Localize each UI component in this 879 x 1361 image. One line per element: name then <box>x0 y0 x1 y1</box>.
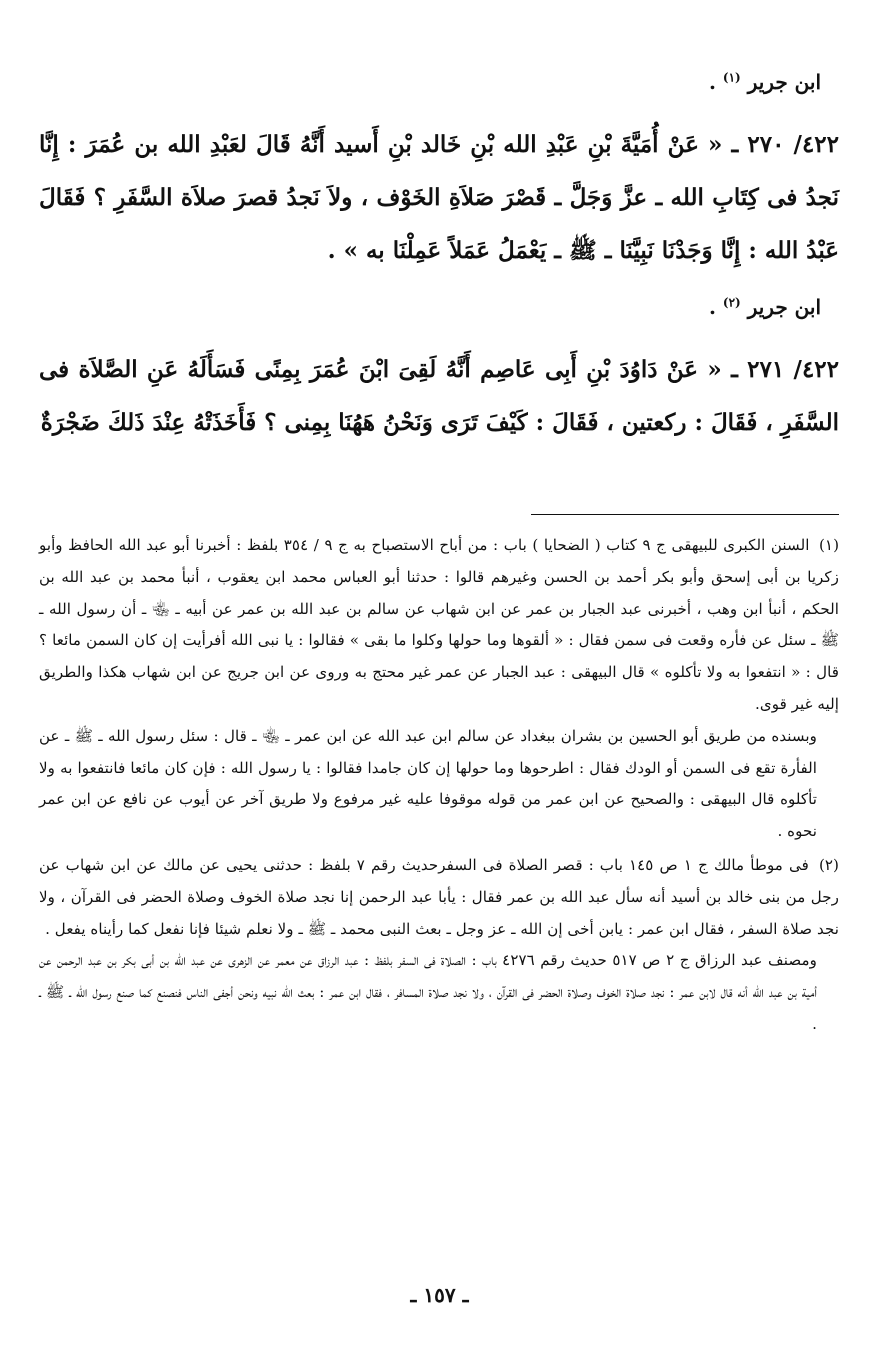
footnote-2-text-1: فى موطأ مالك ج ١ ص ١٤٥ باب : قصر الصلاة فى السفرحديث رقم ٧ بلفظ : حدثنى يحيى عن مالك عن ابن شهاب عن رجل من بنى خالد بن أسيد أنه سأل عبد الله بن عمر فقال : يأبا عبد الرحمن إنا نجد صلاة الخوف وصلاة الحضر فى القرآن ، ولا نجد صلاة السفر ، فقال ابن عمر : يابن أخى إن الله ـ عز وجل ـ بعث النبى محمد ـ ﷺ ـ ولا نعلم شيئا فإنا نفعل كما رأيناه يفعل . <box>39 855 839 938</box>
footnotes <box>39 530 839 1043</box>
footnote-ref-2: (٢) <box>722 295 741 310</box>
footnote-2-paragraph-2 <box>39 945 817 1040</box>
footnote-1-paragraph-2 <box>39 721 817 848</box>
hadith-271: ٤٢٢/ ٢٧١ ـ « عَنْ دَاوُدَ بْنِ أَبِى عَاصِم أَنَّهُ لَقِىَ ابْنَ عُمَرَ بِمِنًى فَسَأَلَهُ عَنِ الصَّلاَة فى السَّفَرِ ، فَقَالَ : ركعتين ، فَقَالَ : كَيْفَ تَرَى وَنَحْنُ هَهُنَا بِمِنى ؟ فَأَخَذَتْهُ عِنْدَ ذَلكَ ضَجْرَةٌ <box>39 356 839 436</box>
source-1-text: ابن جرير <box>747 70 821 94</box>
source-2-end: . <box>708 295 716 319</box>
footnote-2-paragraph-1 <box>39 850 839 945</box>
source-line-2 <box>39 287 821 327</box>
source-line-1 <box>39 62 821 102</box>
footnote-1-paragraph-1 <box>39 530 839 721</box>
footnote-ref-1: (١) <box>722 70 741 85</box>
page-number: ـ ١٥٧ ـ <box>410 1283 469 1307</box>
footnote-1 <box>39 530 839 848</box>
footnote-2-text-2: ومصنف عبد الرزاق ج ٢ ص ٥١٧ حديث رقم ٤٢٧٦ باب : الصلاة فى السفر بلفظ : عبد الرزاق عن معمر عن الزهرى عن عبد الله بن أبى بكر بن عبد الرحمن عن أمية بن عبد الله أنه قال لابن عمر : نجد صلاة الخوف وصلاة الحضر فى القرآن ، ولا نجد صلاة المسافر ، فقال ابن عمر : بعث الله نبيه ونحن أجفى الناس فنصنع كما صنع رسول الله ـ ﷺ ـ . <box>39 951 817 1033</box>
footnote-1-text-1: السنن الكبرى للبيهقى ج ٩ كتاب ( الضحايا ) باب : من أباح الاستصباح به ج ٩ / ٣٥٤ بلفظ : أخبرنا أبو عبد الله الحافظ وأبو زكريا بن أبى إسحق وأبو بكر أحمد بن الحسن وغيرهم قالوا : حدثنا أبو العباس محمد ابن يعقوب ، أنبأ محمد بن عبد الله بن الحكم ، أنبأ ابن وهب ، أخبرنى عبد الجبار بن عمر عن ابن شهاب عن سالم بن عبد الله بن عمر عن أبيه ـ ﵄ ـ أن رسول الله ـ ﷺ ـ سئل عن فأره وقعت فى سمن فقال : « ألقوها وما حولها وكلوا ما بقى » فقالوا : يا نبى الله أفرأيت إن كان السمن مائعا ؟ قال : « انتفعوا به ولا تأكلوه » قال البيهقى : عبد الجبار عن عمر غير محتج به وروى عن ابن جريج عن ابن شهاب هكذا والطريق إليه غير قوى. <box>39 536 839 713</box>
main-text <box>39 62 839 459</box>
footnote-1-number: (١) <box>818 536 840 554</box>
footnote-divider <box>531 514 839 515</box>
hadith-270: ٤٢٢/ ٢٧٠ ـ « عَنْ أُمَيَّةَ بْنِ عَبْدِ الله بْنِ خَالد بْنِ أَسيد أَنَّهُ قَالَ لعَبْدِ الله بن عُمَرَ : إِنَّا نَجدُ فى كِتَابِ الله ـ عزَّ وَجَلَّ ـ قَصْرَ صَلاَةِ الخَوْف ، ولاَ نَجدُ قصرَ صلاَة السَّفَرِ ؟ فَقَالَ عَبْدُ الله : إِنَّا وَجَدْنَا نَبِيَّنَا ـ ﷺ ـ يَعْمَلُ عَمَلاً عَمِلْنَا به » . <box>39 131 839 264</box>
footnote-2-number: (٢) <box>818 855 839 874</box>
footnote-2 <box>39 850 839 1041</box>
source-1-end: . <box>708 70 716 94</box>
source-2-text: ابن جرير <box>747 295 821 319</box>
footnote-1-text-2: وبسنده من طريق أبو الحسين بن بشران ببغداد عن سالم ابن عبد الله عن ابن عمر ـ ﵄ ـ قال : سئل رسول الله ـ ﷺ ـ عن الفأرة تقع فى السمن أو الودك فقال : اطرحوها وما حولها إن كان جامدا فقالوا : يا رسول الله : فإن كان مائعا فانتفعوا به ولا تأكلوه قال البيهقى : والصحيح عن ابن عمر من قوله موقوفا عليه غير مرفوع ولا طريق آخر عن أيوب عن نافع عن ابن عمر نحوه . <box>39 726 817 841</box>
